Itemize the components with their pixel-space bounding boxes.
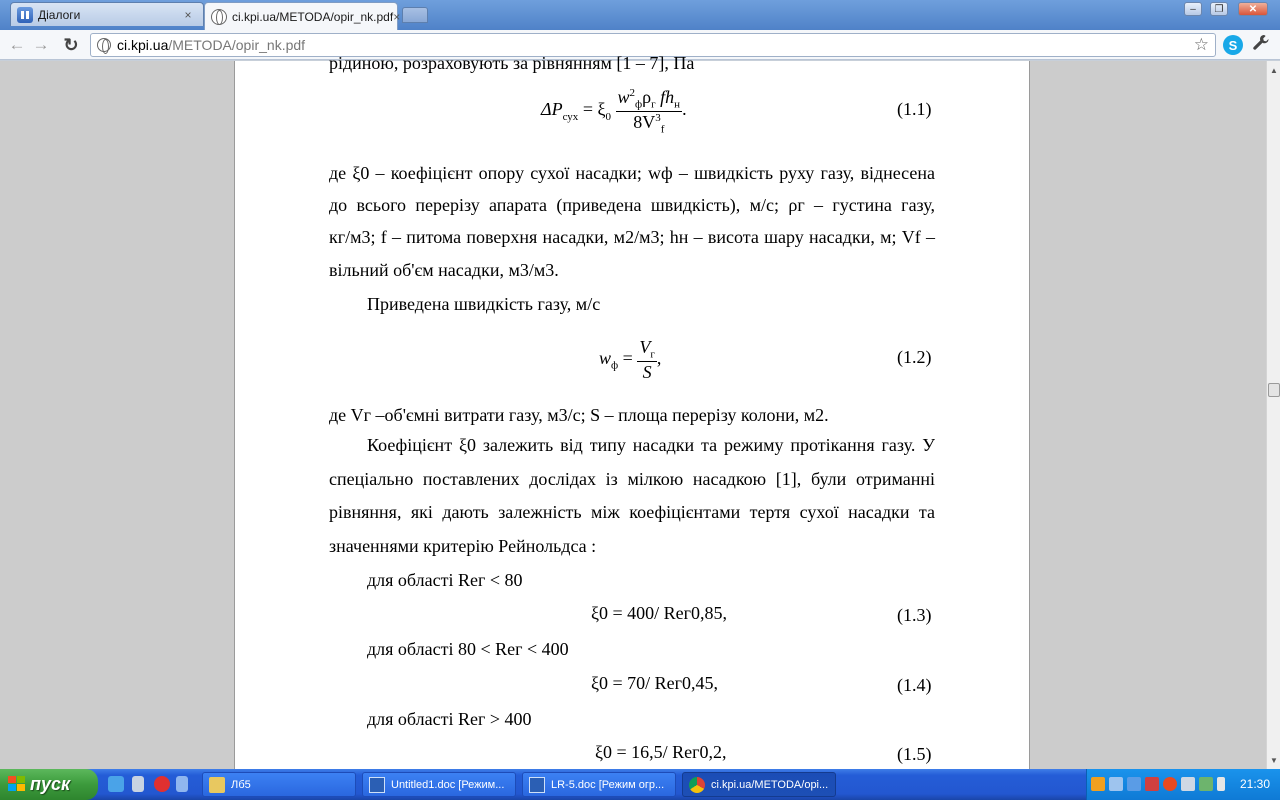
text-line: рідиною, розраховують за рівнянням [1 – 7], Па: [329, 53, 695, 73]
start-button[interactable]: [0, 769, 98, 800]
equation-number: (1.1): [897, 99, 932, 119]
tab-title: Діалоги: [38, 7, 81, 22]
taskbar: [0, 769, 1280, 800]
equation-number: (1.2): [897, 347, 932, 367]
tray-icon[interactable]: [1199, 777, 1213, 791]
text-line: де Vг –об'ємні витрати газу, м3/с; S – площа перерізу колони, м2.: [329, 405, 829, 425]
skype-icon[interactable]: S: [1223, 35, 1243, 55]
text-line: де ξ0 – коефіцієнт опору сухої насадки; wф – швидкість руху газу, віднесена: [329, 163, 935, 183]
pdf-page: [234, 53, 1030, 769]
text-line: кг/м3; f – питома поверхня насадки, м2/м3; hн – висота шару насадки, м; Vf –: [329, 227, 935, 247]
task-lb5[interactable]: Лб5: [202, 772, 356, 797]
scroll-thumb[interactable]: [1268, 383, 1280, 397]
equation-number: (1.4): [897, 675, 932, 695]
text-line: до всього перерізу апарата (приведена швидкість), м/с; ρг – густина газу,: [329, 195, 935, 215]
equation-number: (1.5): [897, 744, 932, 764]
text-line: рівняння, які дають залежність між коефіцієнтами тертя сухої насадки та: [329, 502, 935, 522]
back-button[interactable]: ←: [8, 35, 26, 54]
equation-1-3: ξ0 = 400/ Reг0,85,: [591, 603, 728, 623]
folder-icon: [209, 777, 225, 793]
text-line: значеннями критерію Рейнольдса :: [329, 536, 597, 556]
maximize-button[interactable]: ❐: [1210, 2, 1228, 16]
globe-icon: [97, 38, 111, 52]
star-icon[interactable]: ☆: [1193, 35, 1209, 54]
tab-dialogs[interactable]: [10, 2, 204, 26]
pdf-viewer[interactable]: [0, 53, 1266, 769]
minimize-button[interactable]: –: [1184, 2, 1202, 16]
volume-icon[interactable]: [1181, 777, 1195, 791]
ati-icon[interactable]: [1145, 777, 1159, 791]
word-icon: [529, 777, 545, 793]
text-line: Приведена швидкість газу, м/с: [367, 294, 601, 314]
start-label: пуск: [30, 774, 71, 794]
tray-icon[interactable]: [1127, 777, 1141, 791]
close-tab-icon[interactable]: ×: [393, 9, 401, 24]
forward-button[interactable]: →: [32, 35, 50, 54]
tab-pdf[interactable]: [204, 2, 401, 30]
opera-tray-icon[interactable]: [1163, 777, 1177, 791]
vertical-scrollbar[interactable]: [1266, 61, 1280, 769]
scroll-down-icon[interactable]: ▼: [1270, 755, 1278, 765]
quicklaunch-icon[interactable]: [132, 776, 144, 792]
windows-logo-icon: [8, 776, 26, 793]
equation-number: (1.3): [897, 605, 932, 625]
signal-icon[interactable]: [1109, 777, 1123, 791]
close-window-button[interactable]: ✕: [1238, 2, 1268, 16]
equation-1-1: $\Delta P_{сух} = \xi_0$ $\frac{w^2_ф\rho_г fh_н}{8V^3_f}$ .: [541, 87, 687, 136]
close-tab-icon[interactable]: ×: [184, 7, 192, 22]
text-line: для області Reг < 80: [367, 570, 523, 590]
wrench-icon[interactable]: [1252, 34, 1270, 57]
url-path: /METODA/opir_nk.pdf: [168, 37, 306, 53]
equation-1-4: ξ0 = 70/ Reг0,45,: [591, 673, 719, 693]
equation-1-2: $w_ф$ = $\frac{V_г}{S}$ ,: [599, 337, 662, 382]
text-line: для області 80 < Reг < 400: [367, 639, 569, 659]
equation-1-5: ξ0 = 16,5/ Reг0,2,: [595, 742, 727, 762]
quicklaunch-icon[interactable]: [176, 776, 188, 792]
browser-titlebar: [0, 0, 1280, 30]
globe-icon: [211, 9, 227, 25]
usb-icon[interactable]: [1217, 777, 1225, 791]
task-chrome[interactable]: ci.kpi.ua/METODA/opi...: [682, 772, 836, 797]
clock: 21:30: [1239, 777, 1270, 791]
task-lr5[interactable]: LR-5.doc [Режим огр...: [522, 772, 676, 797]
chrome-icon: [689, 777, 705, 793]
pause-icon: [17, 7, 33, 23]
tray-icon[interactable]: [1091, 777, 1105, 791]
new-tab-button[interactable]: [402, 7, 428, 23]
word-icon: [369, 777, 385, 793]
url-host: ci.kpi.ua: [117, 37, 169, 53]
text-line: спеціально поставлених дослідах із мілкою насадкою [1], були отриманні: [329, 469, 935, 489]
text-line: вільний об'єм насадки, м3/м3.: [329, 260, 559, 280]
text-line: Коефіцієнт ξ0 залежить від типу насадки та режиму протікання газу. У: [367, 435, 935, 455]
opera-icon[interactable]: [154, 776, 170, 792]
quicklaunch-icon[interactable]: [108, 776, 124, 792]
reload-button[interactable]: ↻: [63, 34, 79, 55]
text-line: для області Reг > 400: [367, 709, 532, 729]
task-untitled1[interactable]: Untitled1.doc [Режим...: [362, 772, 516, 797]
scroll-up-icon[interactable]: ▲: [1270, 65, 1278, 75]
tab-title: ci.kpi.ua/METODA/opir_nk.pdf: [232, 9, 394, 24]
system-tray: [1086, 769, 1280, 800]
